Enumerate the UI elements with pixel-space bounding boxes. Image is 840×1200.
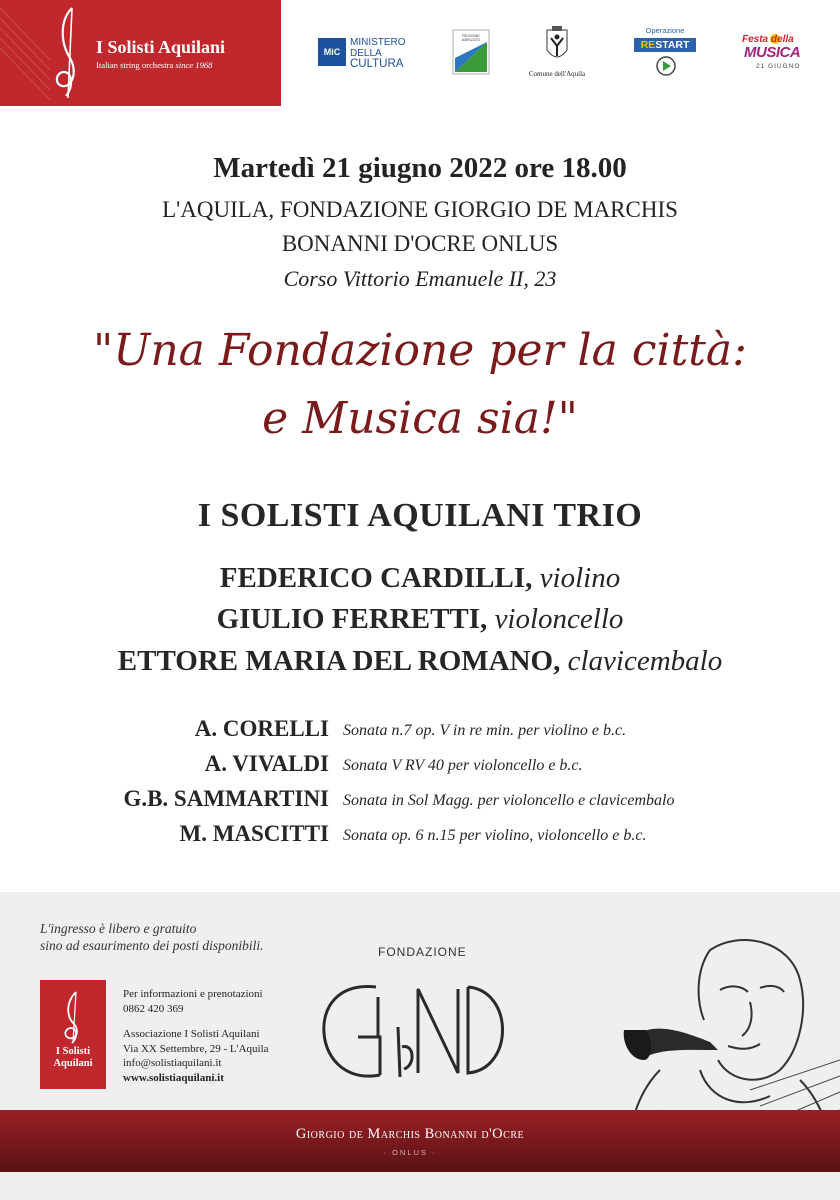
festa-musica-logo: Festa della MUSICA 21 GIUGNO <box>742 34 801 70</box>
footer <box>0 892 840 1200</box>
work-title: Sonata n.7 op. V in re min. per violino e b.c. <box>343 722 627 739</box>
mic-logo: MiC MINISTERO DELLA CULTURA <box>318 38 418 72</box>
abruzzo-logo: REGIONE ABRUZZO <box>451 28 491 78</box>
performer: FEDERICO CARDILLI, violino <box>219 562 621 594</box>
contact-info: Per informazioni e prenotazioni 0862 420 369 Associazione I Solisti Aquilani Via XX Settembre, 29 - L'Aquila info@solistiaquilani.it www.solistiaquilani.it <box>123 988 269 1084</box>
composer: A. VIVALDI <box>204 751 329 776</box>
composer: G.B. SAMMARTINI <box>123 786 329 811</box>
phone: 0862 420 369 <box>123 1002 184 1015</box>
event-date: Martedì 21 giugno 2022 ore 18.00 <box>213 152 627 184</box>
brand-title: I Solisti Aquilani <box>96 37 226 57</box>
mini-brand-logo: I Solisti Aquilani <box>40 980 106 1089</box>
restart-logo: Operazione RESTART <box>630 26 700 80</box>
event-title: "Una Fondazione per la città: <box>93 325 747 376</box>
performer: ETTORE MARIA DEL ROMANO, clavicembalo <box>117 645 723 677</box>
event-address: Corso Vittorio Emanuele II, 23 <box>283 266 557 291</box>
program-item <box>0 786 840 818</box>
foundation-label: FONDAZIONE <box>378 945 467 959</box>
email-link[interactable]: info@solistiaquilani.it <box>123 1057 222 1069</box>
website-link[interactable]: www.solistiaquilani.it <box>123 1071 224 1084</box>
foundation-monogram-icon <box>318 977 518 1087</box>
work-title: Sonata in Sol Magg. per violoncello e clavicembalo <box>343 792 675 809</box>
foundation-onlus: · ONLUS · <box>383 1148 437 1157</box>
work-title: Sonata V RV 40 per violoncello e b.c. <box>343 757 583 774</box>
foundation-name: Giorgio de Marchis Bonanni d'Ocre <box>295 1126 525 1142</box>
play-icon <box>656 56 676 76</box>
entry-note: L'ingresso è libero e gratuito sino ad esaurimento dei posti disponibili. <box>40 921 264 953</box>
composer: A. CORELLI <box>194 716 329 741</box>
program-item <box>0 751 840 783</box>
event-venue: L'AQUILA, FONDAZIONE GIORGIO DE MARCHIS <box>162 197 678 222</box>
event-title-line2: e Musica sia!" <box>262 393 578 444</box>
eagle-crest-icon <box>544 26 570 66</box>
program-item <box>0 716 840 748</box>
mic-mark: MiC <box>318 38 346 66</box>
aquila-logo: Comune dell'Aquila <box>522 26 592 82</box>
performer: GIULIO FERRETTI, violoncello <box>216 603 624 635</box>
ensemble-name: I SOLISTI AQUILANI TRIO <box>197 497 643 534</box>
composer: M. MASCITTI <box>179 821 329 846</box>
event-venue-line2: BONANNI D'OCRE ONLUS <box>281 231 559 256</box>
program-item <box>0 821 840 853</box>
work-title: Sonata op. 6 n.15 per violino, violoncello e b.c. <box>343 827 647 844</box>
brand-tagline: Italian string orchestra since 1968 <box>96 60 213 70</box>
treble-clef-icon <box>58 990 88 1044</box>
brand-logo <box>0 0 281 106</box>
